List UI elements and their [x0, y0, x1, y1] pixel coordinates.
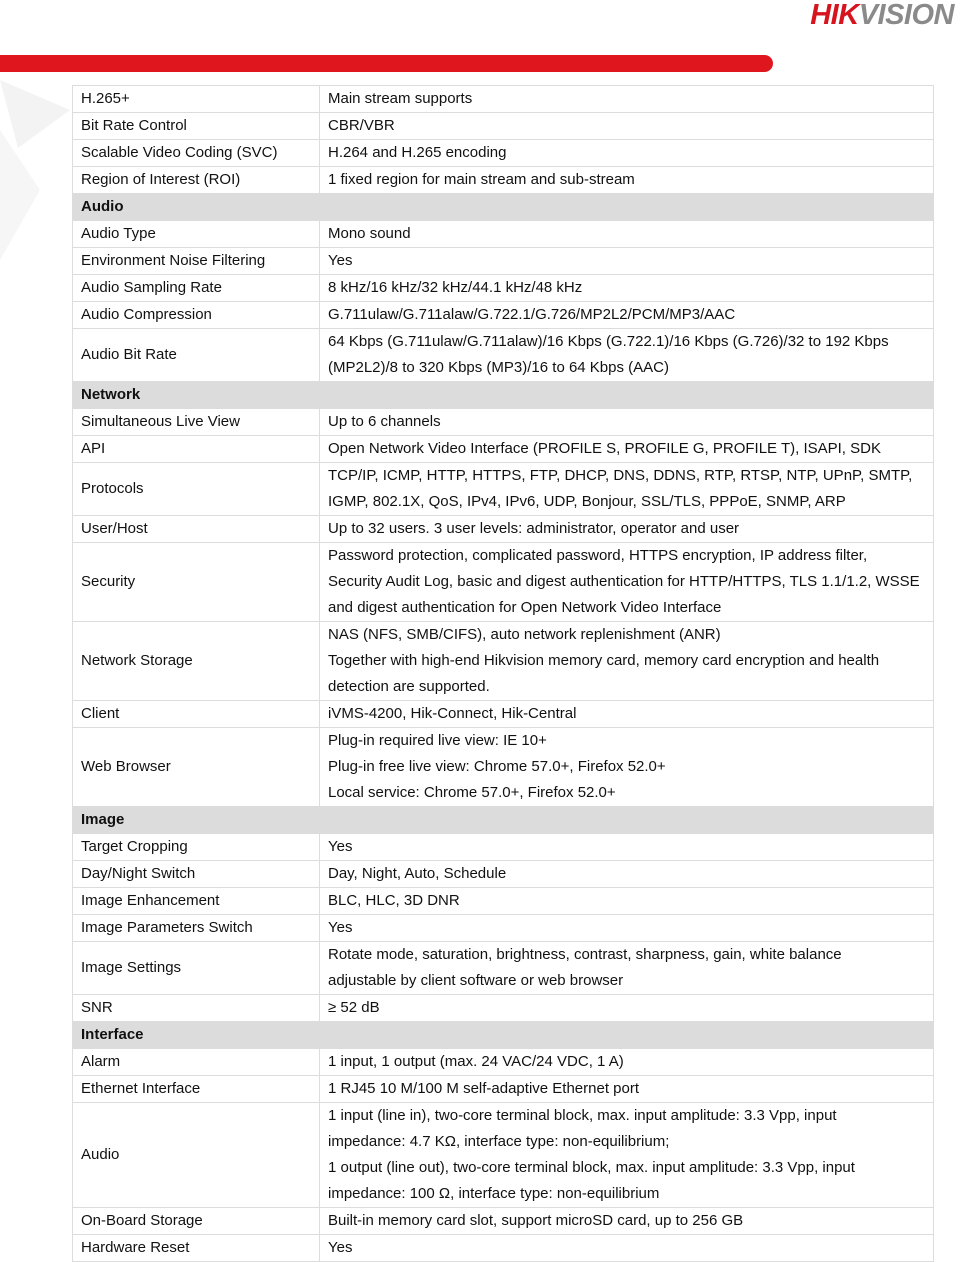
spec-value-line: IGMP, 802.1X, QoS, IPv4, IPv6, UDP, Bonjour, SSL/TLS, PPPoE, SNMP, ARP: [328, 493, 846, 510]
spec-label: Alarm: [73, 1049, 320, 1076]
spec-value: [320, 409, 934, 436]
spec-value: [320, 942, 934, 995]
spec-value-line: ≥ 52 dB: [328, 999, 380, 1016]
spec-value: [320, 888, 934, 915]
spec-row: [73, 1103, 934, 1208]
spec-value: [320, 1076, 934, 1103]
spec-value: [320, 329, 934, 382]
spec-label: API: [73, 436, 320, 463]
spec-label: Bit Rate Control: [73, 113, 320, 140]
spec-value: [320, 86, 934, 113]
spec-label: Audio Bit Rate: [73, 329, 320, 382]
spec-label: Region of Interest (ROI): [73, 167, 320, 194]
spec-row: [73, 1049, 934, 1076]
spec-row: [73, 543, 934, 622]
spec-value-line: Open Network Video Interface (PROFILE S, PROFILE G, PROFILE T), ISAPI, SDK: [328, 440, 881, 457]
spec-value: [320, 728, 934, 807]
spec-row: [73, 86, 934, 113]
spec-value: [320, 436, 934, 463]
spec-row: [73, 140, 934, 167]
spec-value-line: NAS (NFS, SMB/CIFS), auto network replenishment (ANR): [328, 626, 721, 643]
section-header: [73, 194, 934, 221]
spec-value-line: 1 input (line in), two-core terminal block, max. input amplitude: 3.3 Vpp, input: [328, 1107, 837, 1124]
spec-value-line: 1 RJ45 10 M/100 M self-adaptive Ethernet port: [328, 1080, 640, 1097]
spec-label: Image Enhancement: [73, 888, 320, 915]
spec-label: Ethernet Interface: [73, 1076, 320, 1103]
spec-value-line: and digest authentication for Open Network Video Interface: [328, 599, 722, 616]
spec-value-line: detection are supported.: [328, 678, 490, 695]
spec-value-line: TCP/IP, ICMP, HTTP, HTTPS, FTP, DHCP, DNS, DDNS, RTP, RTSP, NTP, UPnP, SMTP,: [328, 467, 913, 484]
spec-value-line: Local service: Chrome 57.0+, Firefox 52.0+: [328, 784, 616, 801]
section-title: Interface: [73, 1022, 934, 1049]
spec-value-line: H.264 and H.265 encoding: [328, 144, 507, 161]
section-header: [73, 807, 934, 834]
spec-label: Audio Type: [73, 221, 320, 248]
spec-row: [73, 302, 934, 329]
spec-row: [73, 622, 934, 701]
spec-value: [320, 516, 934, 543]
spec-row: [73, 221, 934, 248]
spec-value-line: BLC, HLC, 3D DNR: [328, 892, 460, 909]
spec-row: [73, 888, 934, 915]
spec-value: [320, 248, 934, 275]
spec-value-line: iVMS-4200, Hik-Connect, Hik-Central: [328, 705, 577, 722]
spec-value-line: 1 input, 1 output (max. 24 VAC/24 VDC, 1 A): [328, 1053, 624, 1070]
spec-value: [320, 1208, 934, 1235]
spec-label: Audio: [73, 1103, 320, 1208]
spec-row: [73, 942, 934, 995]
spec-value: [320, 1103, 934, 1208]
spec-value-line: Yes: [328, 838, 353, 855]
logo-vision: VISION: [858, 0, 954, 31]
spec-row: [73, 701, 934, 728]
spec-value: [320, 701, 934, 728]
section-header: [73, 1022, 934, 1049]
section-title: Image: [73, 807, 934, 834]
spec-value: [320, 915, 934, 942]
spec-row: [73, 463, 934, 516]
spec-value-line: Up to 32 users. 3 user levels: administrator, operator and user: [328, 520, 740, 537]
spec-label: Environment Noise Filtering: [73, 248, 320, 275]
spec-value-line: impedance: 100 Ω, interface type: non-equilibrium: [328, 1185, 660, 1202]
section-header: [73, 382, 934, 409]
header-accent-bar: [0, 55, 773, 72]
spec-row: [73, 995, 934, 1022]
spec-label: Scalable Video Coding (SVC): [73, 140, 320, 167]
spec-label: H.265+: [73, 86, 320, 113]
spec-value: [320, 861, 934, 888]
spec-row: [73, 516, 934, 543]
spec-label: Audio Compression: [73, 302, 320, 329]
spec-row: [73, 167, 934, 194]
spec-value-line: Together with high-end Hikvision memory card, memory card encryption and health: [328, 652, 880, 669]
spec-row: [73, 834, 934, 861]
spec-row: [73, 329, 934, 382]
spec-row: [73, 409, 934, 436]
spec-value-line: G.711ulaw/G.711alaw/G.722.1/G.726/MP2L2/PCM/MP3/AAC: [328, 306, 736, 323]
spec-value: [320, 302, 934, 329]
spec-table: [72, 85, 934, 1262]
hikvision-logo: [810, 0, 954, 30]
spec-value: [320, 113, 934, 140]
spec-value: [320, 622, 934, 701]
spec-label: Image Parameters Switch: [73, 915, 320, 942]
spec-label: Network Storage: [73, 622, 320, 701]
spec-value-line: 64 Kbps (G.711ulaw/G.711alaw)/16 Kbps (G.722.1)/16 Kbps (G.726)/32 to 192 Kbps: [328, 333, 889, 350]
spec-label: Security: [73, 543, 320, 622]
spec-row: [73, 1235, 934, 1262]
spec-value: [320, 275, 934, 302]
spec-value-line: Day, Night, Auto, Schedule: [328, 865, 507, 882]
spec-row: [73, 113, 934, 140]
spec-value-line: Password protection, complicated password, HTTPS encryption, IP address filter,: [328, 547, 868, 564]
spec-label: Target Cropping: [73, 834, 320, 861]
spec-label: Image Settings: [73, 942, 320, 995]
spec-value: [320, 463, 934, 516]
spec-value-line: CBR/VBR: [328, 117, 395, 134]
spec-row: [73, 915, 934, 942]
spec-value: [320, 221, 934, 248]
spec-label: Protocols: [73, 463, 320, 516]
spec-label: User/Host: [73, 516, 320, 543]
spec-value-line: (MP2L2)/8 to 320 Kbps (MP3)/16 to 64 Kbps (AAC): [328, 359, 669, 376]
spec-label: On-Board Storage: [73, 1208, 320, 1235]
spec-label: SNR: [73, 995, 320, 1022]
spec-label: Simultaneous Live View: [73, 409, 320, 436]
spec-value-line: Plug-in required live view: IE 10+: [328, 732, 547, 749]
spec-row: [73, 861, 934, 888]
spec-row: [73, 275, 934, 302]
spec-value: [320, 1049, 934, 1076]
spec-label: Day/Night Switch: [73, 861, 320, 888]
spec-value: [320, 834, 934, 861]
spec-value: [320, 140, 934, 167]
spec-label: Audio Sampling Rate: [73, 275, 320, 302]
spec-value: [320, 1235, 934, 1262]
spec-label: Web Browser: [73, 728, 320, 807]
spec-value-line: Mono sound: [328, 225, 411, 242]
spec-value: [320, 543, 934, 622]
spec-value-line: Main stream supports: [328, 90, 473, 107]
section-title: Audio: [73, 194, 934, 221]
spec-value-line: Up to 6 channels: [328, 413, 441, 430]
spec-row: [73, 248, 934, 275]
spec-value: [320, 167, 934, 194]
spec-value-line: Plug-in free live view: Chrome 57.0+, Firefox 52.0+: [328, 758, 666, 775]
spec-value-line: 1 output (line out), two-core terminal block, max. input amplitude: 3.3 Vpp, input: [328, 1159, 855, 1176]
spec-value-line: adjustable by client software or web browser: [328, 972, 624, 989]
spec-label: Client: [73, 701, 320, 728]
spec-row: [73, 1076, 934, 1103]
spec-value-line: Rotate mode, saturation, brightness, contrast, sharpness, gain, white balance: [328, 946, 842, 963]
spec-value-line: Yes: [328, 252, 353, 269]
spec-value-line: impedance: 4.7 KΩ, interface type: non-equilibrium;: [328, 1133, 670, 1150]
section-title: Network: [73, 382, 934, 409]
spec-value-line: Yes: [328, 1239, 353, 1256]
spec-value: [320, 995, 934, 1022]
spec-value-line: Security Audit Log, basic and digest authentication for HTTP/HTTPS, TLS 1.1/1.2, WSSE: [328, 573, 920, 590]
spec-value-line: 8 kHz/16 kHz/32 kHz/44.1 kHz/48 kHz: [328, 279, 583, 296]
spec-row: [73, 728, 934, 807]
watermark-star-icon: [0, 70, 75, 270]
spec-value-line: 1 fixed region for main stream and sub-stream: [328, 171, 635, 188]
spec-row: [73, 436, 934, 463]
spec-value-line: Yes: [328, 919, 353, 936]
spec-row: [73, 1208, 934, 1235]
spec-value-line: Built-in memory card slot, support microSD card, up to 256 GB: [328, 1212, 744, 1229]
spec-label: Hardware Reset: [73, 1235, 320, 1262]
logo-hik: HIK: [810, 0, 859, 31]
